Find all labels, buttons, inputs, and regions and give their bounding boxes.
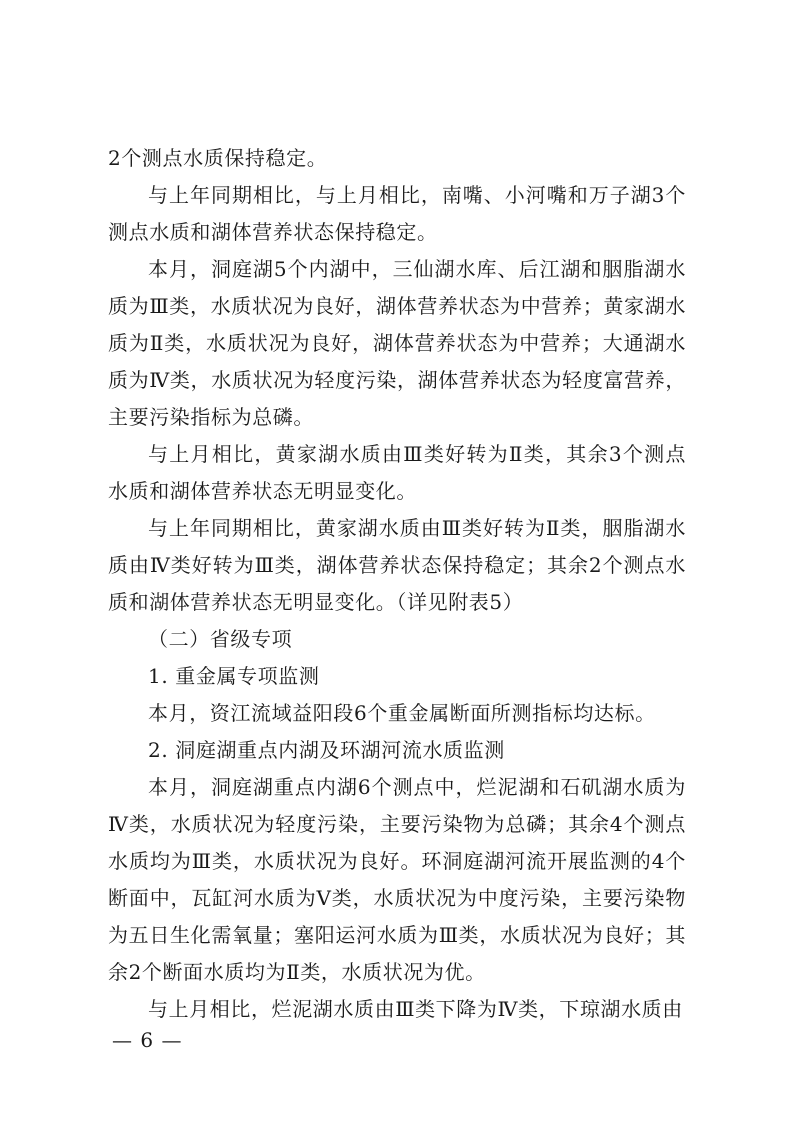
- section-heading: （二）省级专项: [148, 627, 293, 651]
- page-number: — 6 —: [112, 1028, 183, 1052]
- body-text: [108, 140, 686, 1028]
- subsection-heading-lake-river: 2. 洞庭湖重点内湖及环湖河流水质监测: [148, 738, 505, 762]
- paragraph-key-lakes: 本月，洞庭湖重点内湖6个测点中，烂泥湖和石矶湖水质为Ⅳ类，水质状况为轻度污染，主要污染物为总磷；其余4个测点水质均为Ⅲ类，水质状况为良好。环洞庭湖河流开展监测的4个断面中，瓦缸河水质为Ⅴ类，水质状况为中度污染，主要污染物为五日生化需氧量；塞阳运河水质为Ⅲ类，水质状况为良好；其余2个断面水质均为Ⅱ类，水质状况为优。: [108, 775, 686, 984]
- paragraph-yearly-change: 与上年同期相比，黄家湖水质由Ⅲ类好转为Ⅱ类，胭脂湖水质由Ⅳ类好转为Ⅲ类，湖体营养状态保持稳定；其余2个测点水质和湖体营养状态无明显变化。（详见附表5）: [108, 516, 686, 614]
- paragraph-continuation: 2个测点水质保持稳定。: [108, 146, 328, 170]
- paragraph-lake-comparison: 与上年同期相比，与上月相比，南嘴、小河嘴和万子湖3个测点水质和湖体营养状态保持稳定。: [108, 183, 686, 244]
- paragraph-heavy-metal: 本月，资江流域益阳段6个重金属断面所测指标均达标。: [148, 701, 656, 725]
- paragraph-monthly-change: 与上月相比，黄家湖水质由Ⅲ类好转为Ⅱ类，其余3个测点水质和湖体营养状态无明显变化。: [108, 442, 686, 503]
- paragraph-inner-lakes: 本月，洞庭湖5个内湖中，三仙湖水库、后江湖和胭脂湖水质为Ⅲ类，水质状况为良好，湖体营养状态为中营养；黄家湖水质为Ⅱ类，水质状况为良好，湖体营养状态为中营养；大通湖水质为Ⅳ类，水质状况为轻度污染，湖体营养状态为轻度富营养，主要污染指标为总磷。: [108, 257, 686, 429]
- paragraph-trailing: 与上月相比，烂泥湖水质由Ⅲ类下降为Ⅳ类，下琼湖水质由: [148, 997, 683, 1021]
- subsection-heading-heavy-metal: 1. 重金属专项监测: [148, 664, 320, 688]
